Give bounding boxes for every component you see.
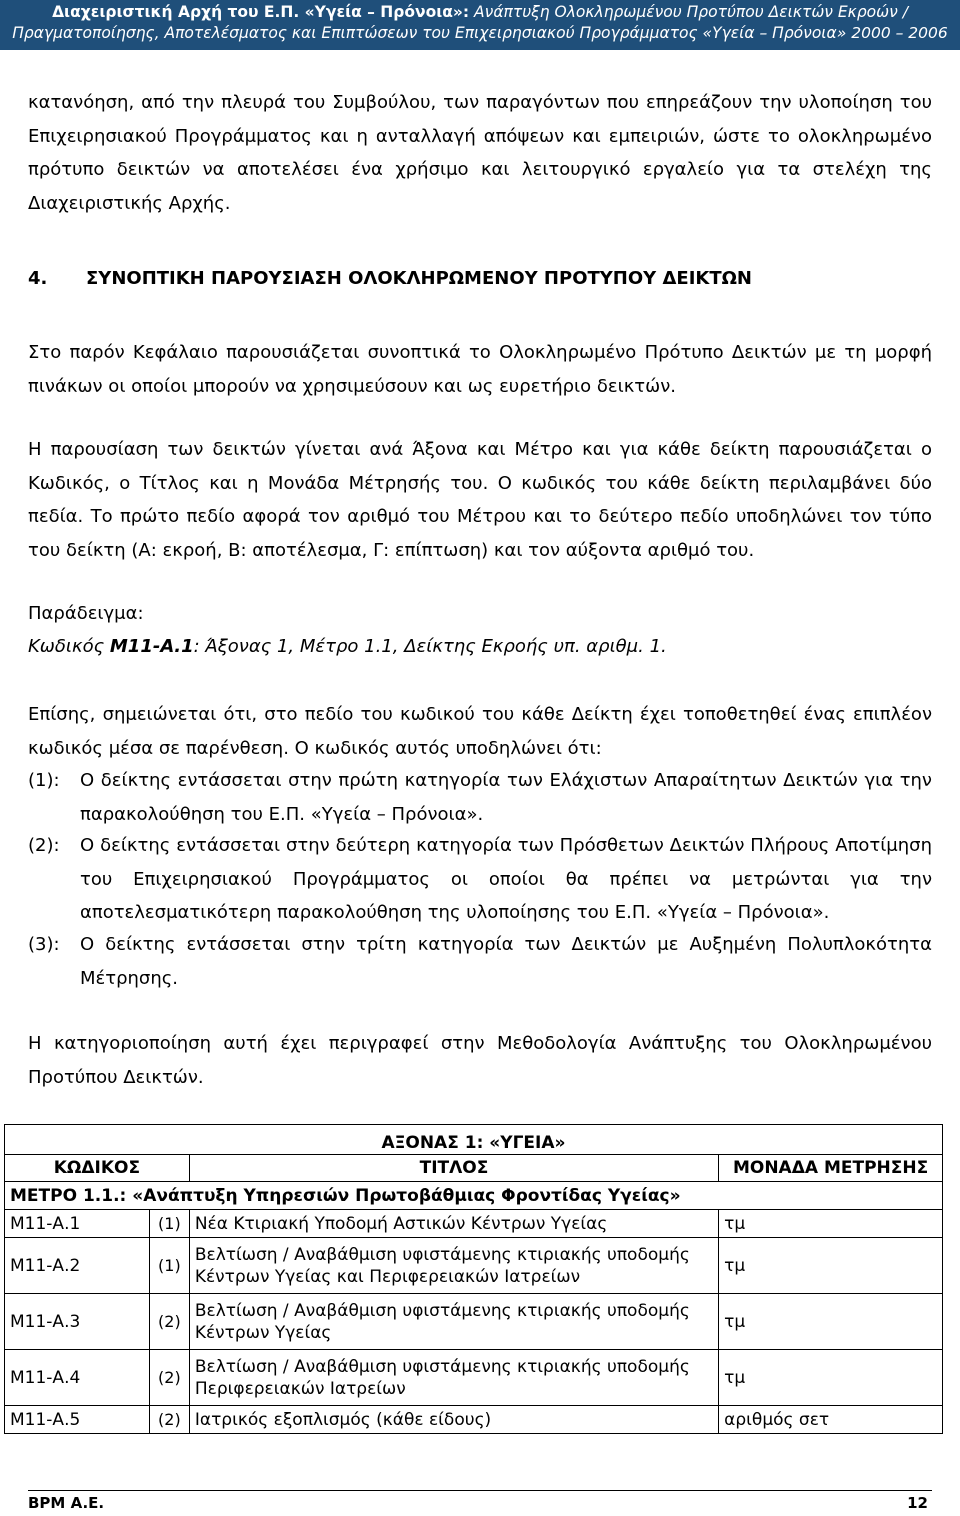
header-title-italic: Ανάπτυξη Ολοκληρωμένου Προτύπου Δεικτών Εκροών / [469,3,908,21]
list-item-text: Ο δείκτης εντάσσεται στην τρίτη κατηγορία των Δεικτών με Αυξημένη Πολυπλοκότητα Μέτρησης. [80,934,932,989]
table-row [5,1294,943,1350]
header-title-bold: Διαχειριστική Αρχή του Ε.Π. «Υγεία – Πρόνοια»: [52,3,470,21]
row-title-line: Κέντρων Υγείας [194,1322,332,1343]
row-title-line: Κέντρων Υγείας και Περιφερειακών Ιατρείων [194,1266,581,1287]
page-number: 12 [907,1494,928,1512]
row-code: Μ11-Α.2 [5,1238,150,1294]
header-unit: ΜΟΝΑΔΑ ΜΕΤΡΗΣΗΣ [719,1155,943,1182]
list-item-text: Ο δείκτης εντάσσεται στην δεύτερη κατηγορία των Πρόσθετων Δεικτών Πλήρους Αποτίμηση του Επιχειρησιακού Προγράμματος οι οποίοι θα πρέπει να μετρώνται για την αποτελεσματικότερη παρακολούθηση της υλοποίησης του Ε.Π. «Υγεία – Πρόνοια». [80,835,932,923]
intro-paragraph: κατανόηση, από την πλευρά του Συμβούλου, των παραγόντων που επηρεάζουν την υλοποίηση του Επιχειρησιακού Προγράμματος και η ανταλλαγή απόψεων και εμπειριών, ώστε το ολοκληρωμένο πρότυπο δεικτών να αποτελέσει ένα χρήσιμο και λειτουργικό εργαλείο για τα στελέχη της Διαχειριστικής Αρχής. [28,92,932,214]
list-item-label: (1): [28,770,60,791]
measure-title: ΜΕΤΡΟ 1.1.: «Ανάπτυξη Υπηρεσιών Πρωτοβάθμιας Φροντίδας Υγείας» [5,1182,943,1210]
indicators-table [4,1124,943,1434]
list-item-text: Ο δείκτης εντάσσεται στην πρώτη κατηγορία των Ελάχιστων Απαραίτητων Δεικτών για την παρακολούθηση του Ε.Π. «Υγεία – Πρόνοια». [80,770,932,825]
example-post: : Άξονας 1, Μέτρο 1.1, Δείκτης Εκροής υπ. αριθμ. 1. [193,636,667,657]
header-subtitle: Πραγματοποίησης, Αποτελέσματος και Επιπτώσεων του Επιχειρησιακού Προγράμματος «Υγεία – Πρόνοια» 2000 – 2006 [12,24,948,42]
row-unit: τμ [719,1294,943,1350]
list-item [28,928,932,995]
example-label: Παράδειγμα: [28,603,144,624]
example-code: Μ11-Α.1 [109,636,194,657]
row-unit: τμ [719,1238,943,1294]
row-category: (2) [149,1406,189,1434]
paragraph-3: Επίσης, σημειώνεται ότι, στο πεδίο του κωδικού του κάθε Δείκτη έχει τοποθετηθεί ένας επιπλέον κωδικός μέσα σε παρένθεση. Ο κωδικός αυτός υποδηλώνει ότι: [28,704,932,759]
measure-row [5,1182,943,1210]
row-code: Μ11-Α.3 [5,1294,150,1350]
row-title [189,1238,718,1294]
row-code: Μ11-Α.5 [5,1406,150,1434]
list-item-label: (2): [28,835,60,856]
table-row [5,1350,943,1406]
row-category: (2) [149,1294,189,1350]
list-item [28,764,932,831]
row-unit: τμ [719,1350,943,1406]
row-title [189,1210,718,1238]
header-code: ΚΩΔΙΚΟΣ [5,1155,190,1182]
footer-rule [28,1490,932,1491]
axis-title-row [5,1125,943,1155]
row-category: (2) [149,1350,189,1406]
table-row [5,1210,943,1238]
paragraph-1: Στο παρόν Κεφάλαιο παρουσιάζεται συνοπτικά το Ολοκληρωμένο Πρότυπο Δεικτών με τη μορφή πινάκων οι οποίοι μπορούν να χρησιμεύσουν και ως ευρετήριο δεικτών. [28,342,932,397]
row-title-line: Ιατρικός εξοπλισμός (κάθε είδους) [194,1409,492,1430]
row-title [189,1406,718,1434]
row-code: Μ11-Α.1 [5,1210,150,1238]
list-item-label: (3): [28,934,60,955]
header-title: ΤΙΤΛΟΣ [189,1155,718,1182]
row-category: (1) [149,1210,189,1238]
row-unit: τμ [719,1210,943,1238]
example-line [28,636,667,657]
paragraph-2: Η παρουσίαση των δεικτών γίνεται ανά Άξονα και Μέτρο και για κάθε δείκτη παρουσιάζεται ο Κωδικός, ο Τίτλος και η Μονάδα Μέτρησής του. Ο κωδικός του κάθε δείκτη περιλαμβάνει δύο πεδία. Το πρώτο πεδίο αφορά τον αριθμό του Μέτρου και το δεύτερο πεδίο υποδηλώνει τον τύπο του δείκτη (Α: εκροή, Β: αποτέλεσμα, Γ: επίπτωση) και τον αύξοντα αριθμό του. [28,439,932,561]
row-title [189,1294,718,1350]
section-title: ΣΥΝΟΠΤΙΚΗ ΠΑΡΟΥΣΙΑΣΗ ΟΛΟΚΛΗΡΩΜΕΝΟΥ ΠΡΟΤΥΠΟΥ ΔΕΙΚΤΩΝ [86,268,752,289]
row-title-line: Περιφερειακών Ιατρείων [194,1378,406,1399]
running-header [0,0,960,50]
row-code: Μ11-Α.4 [5,1350,150,1406]
table-row [5,1406,943,1434]
table-header-row [5,1155,943,1182]
row-title-line: Βελτίωση / Αναβάθμιση υφιστάμενης κτιριακής υποδομής [194,1244,690,1265]
row-category: (1) [149,1238,189,1294]
row-title-line: Βελτίωση / Αναβάθμιση υφιστάμενης κτιριακής υποδομής [194,1356,690,1377]
table-row [5,1238,943,1294]
example-pre: Κωδικός [28,636,110,657]
row-title-line: Νέα Κτιριακή Υποδομή Αστικών Κέντρων Υγείας [194,1213,608,1234]
row-title [189,1350,718,1406]
list-item [28,829,932,930]
paragraph-4: Η κατηγοριοποίηση αυτή έχει περιγραφεί στην Μεθοδολογία Ανάπτυξης του Ολοκληρωμένου Προτύπου Δεικτών. [28,1033,932,1088]
footer-company: BPM A.E. [28,1494,105,1512]
row-unit: αριθμός σετ [719,1406,943,1434]
section-number: 4. [28,268,48,289]
row-title-line: Βελτίωση / Αναβάθμιση υφιστάμενης κτιριακής υποδομής [194,1300,690,1321]
axis-title: ΑΞΟΝΑΣ 1: «ΥΓΕΙΑ» [5,1125,943,1155]
section-heading [28,268,752,289]
